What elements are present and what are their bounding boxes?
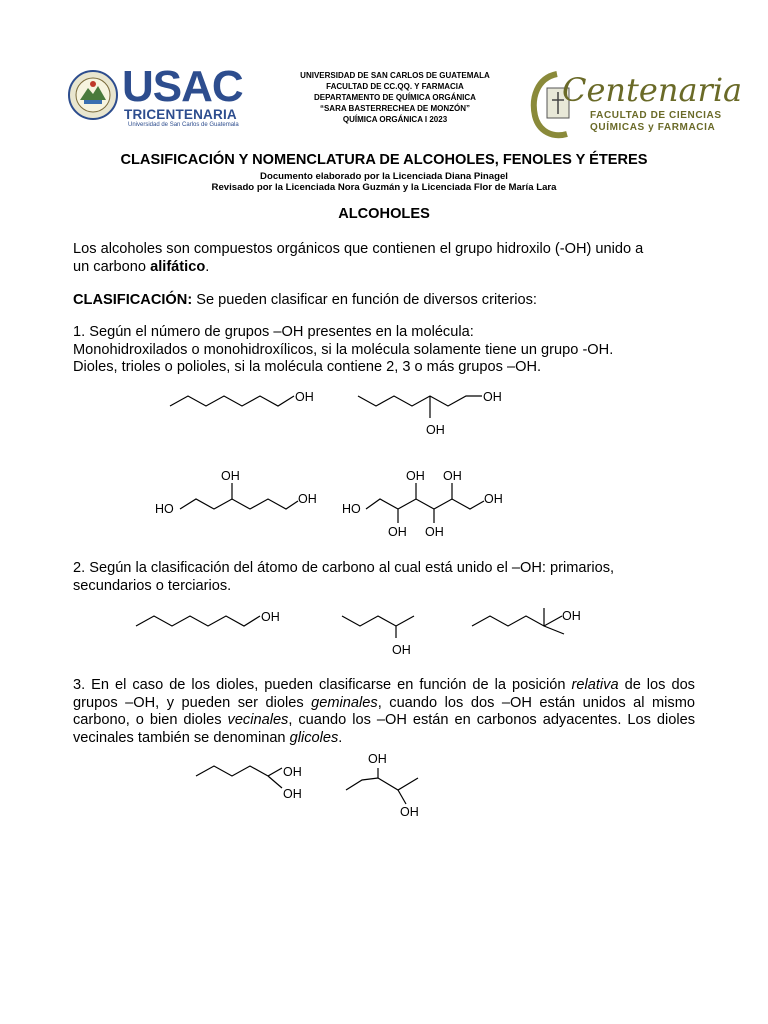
reviewer-credit: Revisado por la Licenciada Nora Guzmán y la Licenciada Flor de María Lara bbox=[211, 182, 557, 193]
classification-paragraph: CLASIFICACIÓN: Se pueden clasificar en función de diversos criterios: bbox=[73, 292, 537, 308]
institution-line: QUÍMICA ORGÁNICA I 2023 bbox=[342, 115, 448, 124]
institution-line: “SARA BASTERRECHEA DE MONZÓN” bbox=[319, 104, 471, 113]
author-credit: Documento elaborado por la Licenciada Diana Pinagel bbox=[260, 171, 508, 182]
oh-label: OH bbox=[483, 390, 502, 404]
oh-label: OH bbox=[426, 423, 445, 437]
ho-label: HO bbox=[342, 502, 361, 516]
institution-line: UNIVERSIDAD DE SAN CARLOS DE GUATEMALA bbox=[300, 71, 490, 80]
oh-label: OH bbox=[443, 469, 462, 483]
oh-label: OH bbox=[400, 805, 419, 819]
usac-tricentenaria-text: TRICENTENARIA bbox=[124, 107, 237, 122]
ho-label: HO bbox=[155, 502, 174, 516]
oh-label: OH bbox=[425, 525, 444, 539]
criterion-2-paragraph: 2. Según la clasificación del átomo de carbono al cual está unido el –OH: primarios, secundarios o terciarios. bbox=[73, 560, 615, 594]
oh-label: OH bbox=[368, 752, 387, 766]
triol-structure bbox=[150, 465, 330, 525]
oh-label: OH bbox=[484, 492, 503, 506]
section-title: ALCOHOLES bbox=[338, 206, 430, 222]
polyol-structure bbox=[340, 465, 520, 540]
oh-label: OH bbox=[283, 765, 302, 779]
oh-label: OH bbox=[221, 469, 240, 483]
secondary-alcohol-structure bbox=[336, 600, 436, 660]
intro-paragraph: Los alcoholes son compuestos orgánicos que contienen el grupo hidroxilo (-OH) unido a un carbono alifático. bbox=[73, 241, 644, 275]
usac-logo-text: USAC bbox=[122, 62, 243, 111]
heptanol-structure bbox=[160, 380, 330, 420]
oh-label: OH bbox=[283, 787, 302, 801]
institution-line: DEPARTAMENTO DE QUÍMICA ORGÁNICA bbox=[314, 93, 476, 102]
document-title: CLASIFICACIÓN Y NOMENCLATURA DE ALCOHOLES, FENOLES Y ÉTERES bbox=[120, 152, 648, 168]
oh-label: OH bbox=[388, 525, 407, 539]
centenaria-faculty-text: FACULTAD DE CIENCIAS QUÍMICAS y FARMACIA bbox=[590, 110, 722, 133]
criterion-3-paragraph: 3. En el caso de los dioles, pueden clasificarse en función de la posición relativa de los dos grupos –OH, y pueden ser dioles geminales, cuando los dos –OH están unidos al mismo carbono, o bien dioles vecinales, cuando los –OH están en carbonos adyacentes. Los dioles vecinales también se denominan glicoles. bbox=[73, 677, 695, 746]
usac-subtitle: Universidad de San Carlos de Guatemala bbox=[128, 122, 239, 128]
centenaria-logo-text: Centenaria bbox=[562, 71, 743, 109]
oh-label: OH bbox=[562, 609, 581, 623]
usac-seal-logo bbox=[68, 70, 118, 120]
criterion-1-paragraph: 1. Según el número de grupos –OH presentes en la molécula: Monohidroxilados o monohidroxílicos, si la molécula solamente tiene un grupo -OH. Dioles, trioles o polioles, si la molécula contiene 2, 3 o más grupos –OH. bbox=[73, 324, 614, 375]
vicinal-diol-structure bbox=[340, 750, 450, 825]
oh-label: OH bbox=[392, 643, 411, 657]
institution-line: FACULTAD DE CC.QQ. Y FARMACIA bbox=[326, 82, 464, 91]
institution-block bbox=[260, 70, 530, 125]
primary-alcohol-structure bbox=[130, 600, 290, 640]
diol-structure-1 bbox=[350, 380, 520, 440]
oh-label: OH bbox=[298, 492, 317, 506]
oh-label: OH bbox=[406, 469, 425, 483]
tertiary-alcohol-structure bbox=[466, 600, 596, 645]
oh-label: OH bbox=[261, 610, 280, 624]
geminal-diol-structure bbox=[190, 760, 320, 810]
oh-label: OH bbox=[295, 390, 314, 404]
